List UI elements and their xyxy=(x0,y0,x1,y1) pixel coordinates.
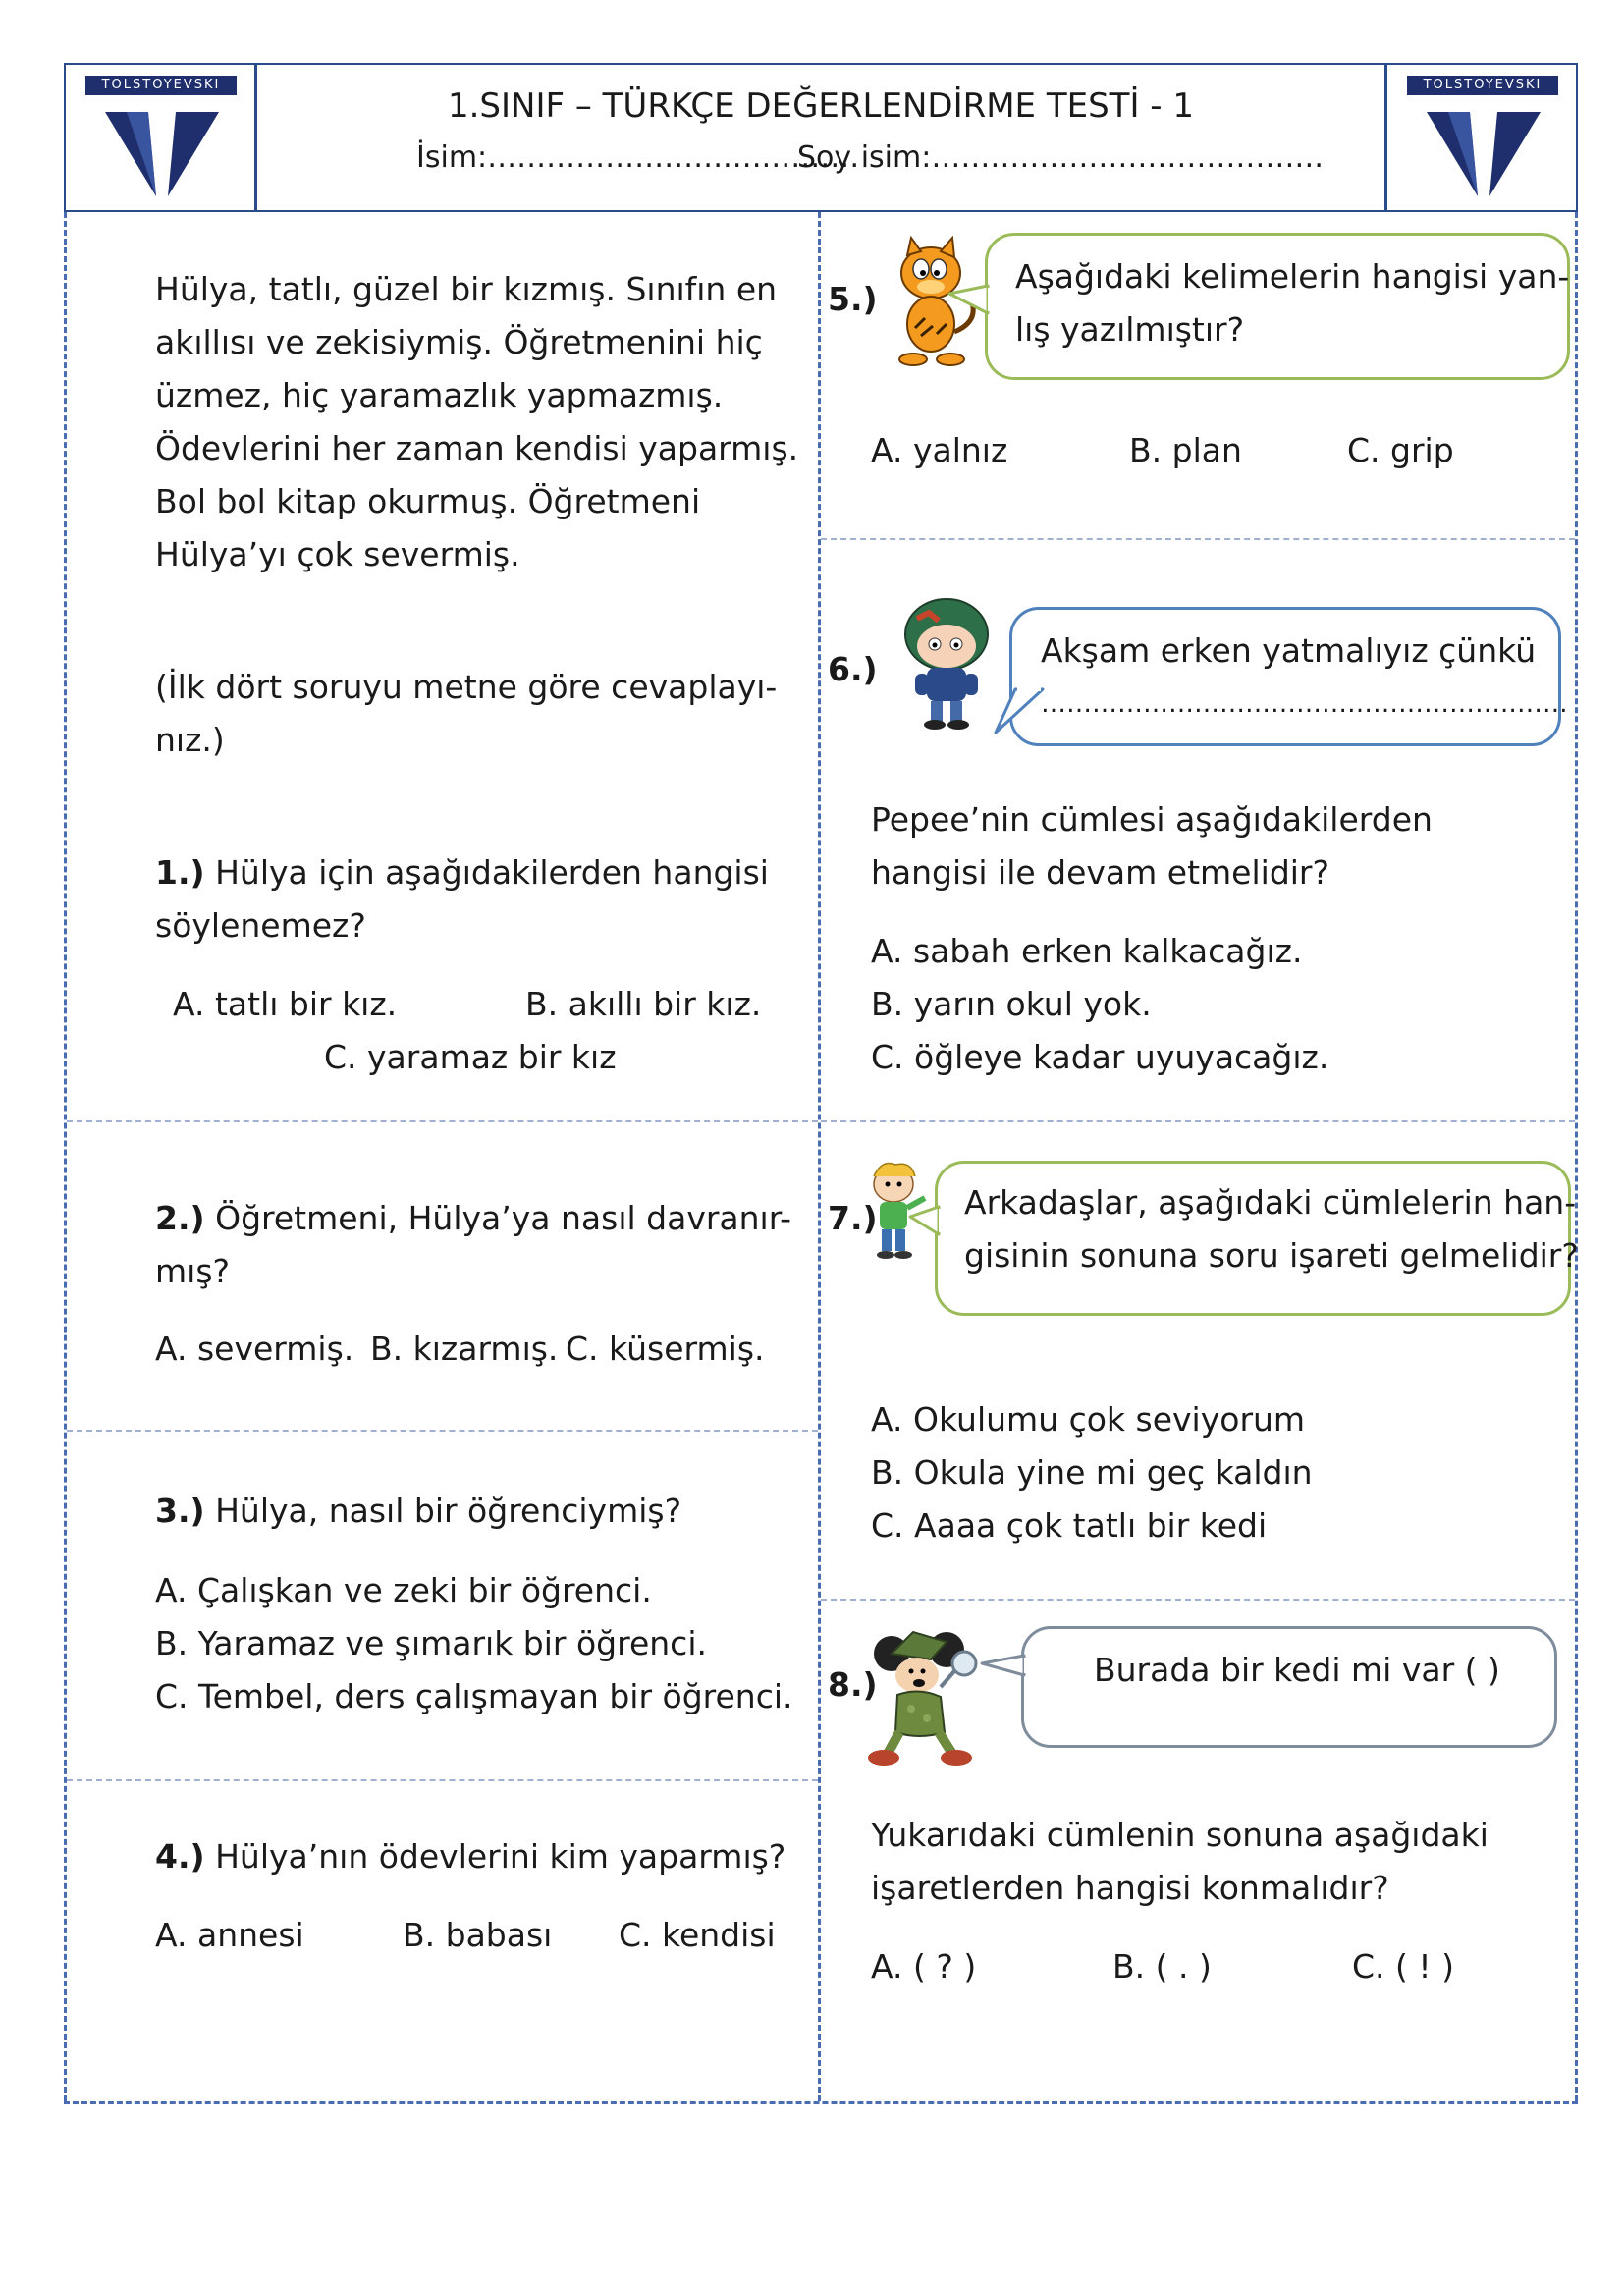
question-8-text-cont: işaretlerden hangisi konmalıdır? xyxy=(871,1869,1389,1907)
q8-option-c[interactable]: C. ( ! ) xyxy=(1352,1947,1454,1986)
logo-right-text: TOLSTOYEVSKI xyxy=(1407,76,1558,95)
passage-line: Ödevlerini her zaman kendisi yaparmış. xyxy=(155,429,799,467)
question-2 xyxy=(155,1192,791,1245)
header-title-box xyxy=(255,63,1386,212)
divider-left-2 xyxy=(67,1430,818,1432)
question-7-number: 7.) xyxy=(828,1199,878,1237)
bubble-tail xyxy=(908,1203,942,1242)
divider-right-2 xyxy=(821,1120,1575,1122)
question-7-text-cont: gisinin sonuna soru işareti gelmelidir? xyxy=(964,1236,1579,1275)
q2-option-c[interactable]: C. küsermiş. xyxy=(566,1330,765,1368)
question-1-text: Hülya için aşağıdakilerden hangisi xyxy=(215,853,769,892)
question-6-text-2: Pepee’nin cümlesi aşağıdakilerden xyxy=(871,800,1433,839)
q4-option-b[interactable]: B. babası xyxy=(403,1916,553,1954)
q4-option-a[interactable]: A. annesi xyxy=(155,1916,304,1954)
question-1-text-cont: söylenemez? xyxy=(155,906,366,945)
divider-right-3 xyxy=(821,1599,1575,1601)
q7-option-a[interactable]: A. Okulumu çok seviyorum xyxy=(871,1400,1306,1439)
question-1-number: 1.) xyxy=(155,853,205,892)
question-3 xyxy=(155,1485,681,1538)
passage-line: Bol bol kitap okurmuş. Öğretmeni xyxy=(155,482,701,520)
q4-option-c[interactable]: C. kendisi xyxy=(619,1916,776,1954)
question-1 xyxy=(155,846,769,899)
question-6-blank[interactable]: ……………………………………………….……. xyxy=(1041,689,1568,719)
cartoon-mouse-detective-icon xyxy=(862,1624,984,1768)
q6-option-c[interactable]: C. öğleye kadar uyuyacağız. xyxy=(871,1038,1329,1076)
q1-option-c[interactable]: C. yaramaz bir kız xyxy=(324,1038,617,1076)
q8-option-b[interactable]: B. ( . ) xyxy=(1112,1947,1212,1986)
q5-option-c[interactable]: C. grip xyxy=(1347,431,1454,469)
question-3-number: 3.) xyxy=(155,1492,205,1530)
question-8-bubble-text: Burada bir kedi mi var ( ) xyxy=(1094,1651,1500,1689)
cartoon-boy-helmet-icon xyxy=(895,595,998,731)
bubble-tail xyxy=(947,280,991,319)
q6-option-a[interactable]: A. sabah erken kalkacağız. xyxy=(871,932,1303,970)
logo-left-icon xyxy=(105,112,219,198)
question-4-text: Hülya’nın ödevlerini kim yaparmış? xyxy=(215,1837,786,1876)
q5-option-a[interactable]: A. yalnız xyxy=(871,431,1008,469)
passage-line: akıllısı ve zekisiymiş. Öğretmenini hiç xyxy=(155,323,763,361)
passage-instruction: (İlk dört soruyu metne göre cevaplayı- xyxy=(155,668,778,706)
q5-option-b[interactable]: B. plan xyxy=(1129,431,1242,469)
question-2-number: 2.) xyxy=(155,1199,205,1237)
logo-right-icon xyxy=(1427,112,1541,198)
question-8-text: Yukarıdaki cümlenin sonuna aşağıdaki xyxy=(871,1816,1489,1854)
q3-option-b[interactable]: B. Yaramaz ve şımarık bir öğrenci. xyxy=(155,1624,707,1662)
question-2-text: Öğretmeni, Hülya’ya nasıl davranır- xyxy=(215,1199,792,1237)
passage-line: üzmez, hiç yaramazlık yapmazmış. xyxy=(155,376,724,414)
question-5-text: Aşağıdaki kelimelerin hangisi yan- xyxy=(1015,257,1570,296)
question-5-number: 5.) xyxy=(828,280,878,318)
question-4 xyxy=(155,1830,785,1883)
q1-option-b[interactable]: B. akıllı bir kız. xyxy=(525,985,762,1023)
question-6-text-3: hangisi ile devam etmelidir? xyxy=(871,853,1330,892)
question-6-number: 6.) xyxy=(828,650,878,688)
question-7-text: Arkadaşlar, aşağıdaki cümlelerin han- xyxy=(964,1183,1577,1222)
border-bottom xyxy=(64,2101,1578,2104)
q3-option-a[interactable]: A. Çalışkan ve zeki bir öğrenci. xyxy=(155,1571,652,1609)
column-divider xyxy=(818,212,821,2101)
border-right xyxy=(1575,212,1578,2101)
bubble-tail xyxy=(980,1654,1027,1683)
q2-option-a[interactable]: A. severmiş. xyxy=(155,1330,354,1368)
logo-right xyxy=(1385,63,1578,212)
q7-option-b[interactable]: B. Okula yine mi geç kaldın xyxy=(871,1453,1313,1492)
q2-option-b[interactable]: B. kızarmış. xyxy=(370,1330,559,1368)
page-title: 1.SINIF – TÜRKÇE DEĞERLENDİRME TESTİ - 1 xyxy=(447,86,1194,126)
question-2-text-cont: mış? xyxy=(155,1252,231,1290)
surname-field-label[interactable]: Soy isim:…………………………………. xyxy=(797,140,1324,175)
question-3-text: Hülya, nasıl bir öğrenciymiş? xyxy=(215,1492,682,1530)
passage-instruction: nız.) xyxy=(155,721,225,759)
q1-option-a[interactable]: A. tatlı bir kız. xyxy=(173,985,398,1023)
q8-option-a[interactable]: A. ( ? ) xyxy=(871,1947,977,1986)
divider-right-1 xyxy=(821,538,1575,540)
question-4-number: 4.) xyxy=(155,1837,205,1876)
logo-left-text: TOLSTOYEVSKI xyxy=(85,76,237,95)
divider-left-1 xyxy=(67,1120,818,1122)
question-5-text-cont: lış yazılmıştır? xyxy=(1015,310,1245,349)
logo-left xyxy=(64,63,256,212)
q3-option-c[interactable]: C. Tembel, ders çalışmayan bir öğrenci. xyxy=(155,1677,793,1715)
question-8-number: 8.) xyxy=(828,1665,878,1704)
passage-line: Hülya’yı çok severmiş. xyxy=(155,535,520,573)
q6-option-b[interactable]: B. yarın okul yok. xyxy=(871,985,1152,1023)
passage-line: Hülya, tatlı, güzel bir kızmış. Sınıfın en xyxy=(155,270,778,308)
border-left xyxy=(64,212,67,2101)
q7-option-c[interactable]: C. Aaaa çok tatlı bir kedi xyxy=(871,1506,1268,1545)
question-6-text: Akşam erken yatmalıyız çünkü xyxy=(1041,631,1537,670)
name-field-label[interactable]: İsim:…………………….….……… xyxy=(416,140,860,175)
divider-left-3 xyxy=(67,1779,818,1781)
